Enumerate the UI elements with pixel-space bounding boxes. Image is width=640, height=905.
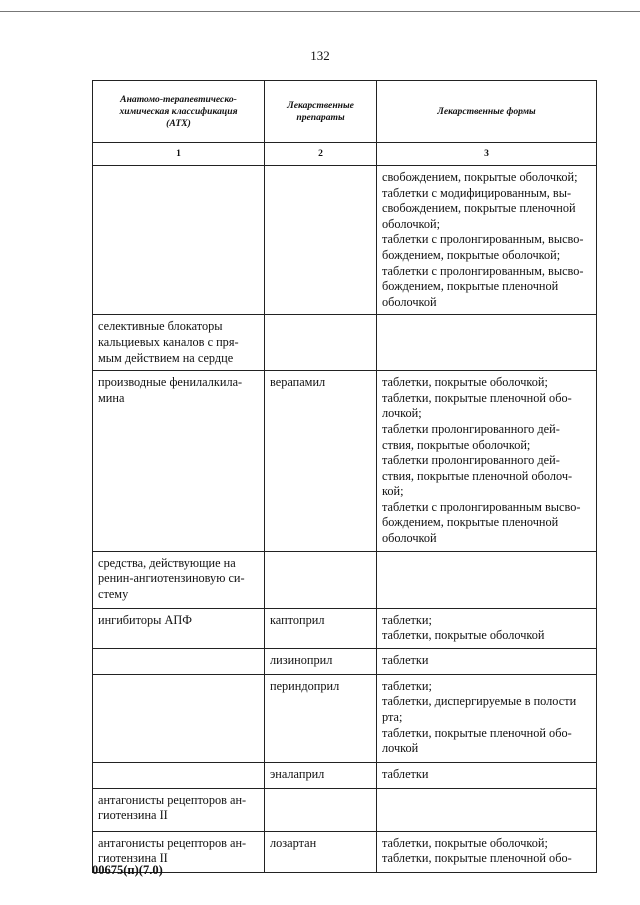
cell-line: средства, действующие на [98,555,236,570]
forms-cell [377,788,597,831]
column-number: 2 [265,143,377,166]
cell-line: бождением, покрытые пленочной [382,279,559,294]
cell-line: лочкой [382,741,419,756]
forms-cell [377,371,597,552]
cell-line: таблетки [382,766,429,781]
cell-line: производные фенилалкила- [98,375,243,390]
table-row [93,788,597,831]
drug-cell [265,788,377,831]
cell-line: гиотензина II [98,808,168,823]
drug-cell [265,608,377,648]
atx-cell [93,648,265,674]
cell-line: Лекарственные [287,99,354,111]
atx-cell [93,608,265,648]
drug-cell [265,648,377,674]
cell-line: оболочкой [382,531,437,546]
table-row [93,762,597,788]
atx-table [92,80,597,873]
cell-line: кальциевых каналов с пря- [98,334,239,349]
drug-cell [265,315,377,371]
header-dosage-forms [377,81,597,143]
cell-line: таблетки [382,652,429,667]
cell-line: каптоприл [270,612,325,627]
cell-line: таблетки с пролонгированным, высво- [382,232,584,247]
cell-line: Анатомо-терапевтическо- [120,93,237,105]
header-drugs [265,81,377,143]
drug-cell [265,551,377,608]
cell-line: ствия, покрытые оболочкой; [382,437,531,452]
drug-cell [265,371,377,552]
header-atx-classification [93,81,265,143]
atx-cell [93,315,265,371]
table-row [93,608,597,648]
cell-line: стему [98,586,129,601]
drug-cell [265,166,377,315]
atx-cell [93,788,265,831]
cell-line: таблетки с модифицированным, вы- [382,185,572,200]
forms-cell [377,315,597,371]
table-row [93,831,597,872]
cell-line: таблетки, диспергируемые в полости [382,694,577,709]
cell-line: Лекарственные формы [437,105,536,117]
cell-line: лозартан [270,835,317,850]
cell-line: таблетки с пролонгированным высво- [382,499,581,514]
cell-line: таблетки с пролонгированным, высво- [382,263,584,278]
cell-line: таблетки; [382,612,432,627]
cell-line: антагонисты рецепторов ан- [98,792,247,807]
cell-line: свобождением, покрытые оболочкой; [382,170,578,184]
cell-line: бождением, покрытые оболочкой; [382,247,561,262]
table-row [93,166,597,315]
forms-cell [377,166,597,315]
table-header-row [93,81,597,143]
column-number: 1 [93,143,265,166]
top-rule [0,11,640,12]
cell-line: таблетки пролонгированного дей- [382,421,560,436]
cell-line: таблетки; [382,678,432,693]
cell-line: (АТХ) [166,117,191,129]
atx-cell [93,762,265,788]
cell-line: оболочкой; [382,216,441,231]
table-row [93,371,597,552]
cell-line: таблетки, покрытые оболочкой; [382,835,548,850]
document-code-footer: 00675(п)(7.0) [92,863,163,877]
column-number-row [93,143,597,166]
table-row [93,648,597,674]
table-row [93,674,597,762]
cell-line: свобождением, покрытые пленочной [382,201,576,216]
cell-line: препараты [296,111,345,123]
atx-cell [93,551,265,608]
cell-line: верапамил [270,375,326,390]
drug-cell [265,762,377,788]
drug-cell [265,831,377,872]
column-number: 3 [377,143,597,166]
forms-cell [377,551,597,608]
atx-cell [93,674,265,762]
cell-line: ренин-ангиотензиновую си- [98,571,245,586]
page-number: 132 [310,48,330,63]
cell-line: селективные блокаторы [98,319,223,334]
cell-line: эналаприл [270,766,325,781]
cell-line: кой; [382,484,404,499]
forms-cell [377,674,597,762]
table-row [93,551,597,608]
cell-line: лизиноприл [270,652,333,667]
cell-line: ингибиторы АПФ [98,612,192,627]
cell-line: гиотензина II [98,851,168,866]
atx-cell [93,371,265,552]
cell-line: мина [98,390,125,405]
cell-line: таблетки пролонгированного дей- [382,453,560,468]
cell-line: оболочкой [382,294,437,309]
cell-line: таблетки, покрытые пленочной обо- [382,851,572,866]
cell-line: рта; [382,710,403,725]
cell-line: бождением, покрытые пленочной [382,515,559,530]
drug-cell [265,674,377,762]
cell-line: мым действием на сердце [98,350,234,365]
cell-line: таблетки, покрытые пленочной обо- [382,725,572,740]
table-row [93,315,597,371]
atx-cell [93,166,265,315]
cell-line: таблетки, покрытые оболочкой [382,628,545,643]
forms-cell [377,762,597,788]
forms-cell [377,608,597,648]
cell-line: таблетки, покрытые оболочкой; [382,375,548,390]
cell-line: химическая классификация [119,105,238,117]
cell-line: ствия, покрытые пленочной оболоч- [382,468,573,483]
cell-line: лочкой; [382,406,422,421]
cell-line: таблетки, покрытые пленочной обо- [382,390,572,405]
cell-line: антагонисты рецепторов ан- [98,835,247,850]
forms-cell [377,831,597,872]
cell-line: периндоприл [270,678,340,693]
forms-cell [377,648,597,674]
